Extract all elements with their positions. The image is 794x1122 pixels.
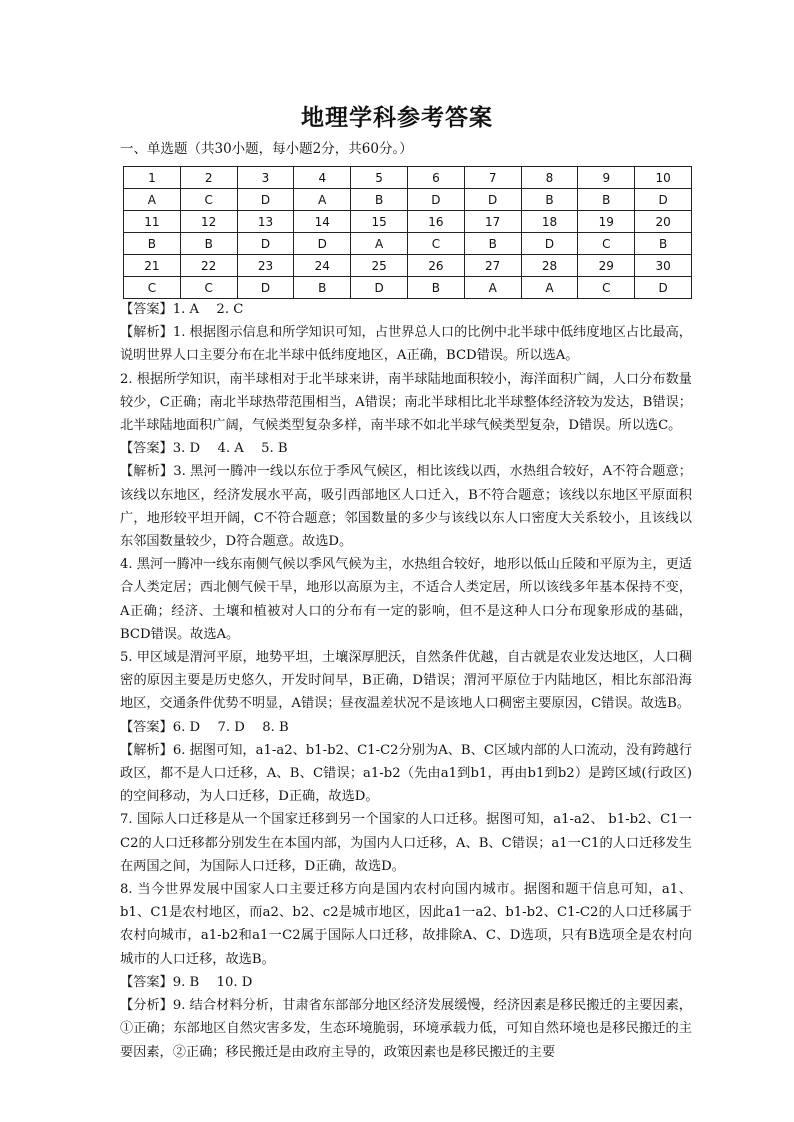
explanation-paragraph: 8. 当今世界发展中国家人口主要迁移方向是国内农村向国内城市。据图和题干信息可知，a1、b1、C1是农村地区，而a2、b2、c2是城市地区，因此a1一a2、b1-b2、C1-C2的人口迁移属于农村向城市，a1-b2和a1一C2属于国际人口迁移，故排除A、C、D选项，只有B选项全是农村向城市的人口迁移，故选B。 (120, 882, 692, 967)
question-number-cell: 17 (464, 211, 521, 233)
answer-table (123, 166, 692, 299)
question-number-cell: 16 (407, 211, 464, 233)
question-number-cell: 8 (521, 167, 578, 189)
section-heading: 一、单选题（共30小题，每小题2分，共60分。） (120, 141, 413, 157)
question-number-cell: 15 (351, 211, 408, 233)
question-number-cell: 5 (351, 167, 408, 189)
question-number-cell: 19 (578, 211, 635, 233)
question-number-cell: 21 (124, 255, 181, 277)
explanation-paragraph: 【解析】6. 据图可知，a1-a2、b1-b2、C1-C2分别为A、B、C区域内部的人口流动，没有跨越行政区，都不是人口迁移，A、B、C错误；a1-b2（先由a1到b1，再由b1到b2）是跨区域(行政区)的空间移动，为人口迁移，D正确，故选D。 (120, 742, 692, 805)
answer-cell: D (521, 233, 578, 255)
answer-cell: D (635, 277, 692, 299)
question-number-cell: 24 (294, 255, 351, 277)
question-number-cell: 11 (124, 211, 181, 233)
answer-cell: D (635, 189, 692, 211)
explanation-paragraph: 5. 甲区域是渭河平原，地势平坦，土壤深厚肥沃，自然条件优越，自古就是农业发达地区，人口稠密的原因主要是历史悠久，开发时间早，B正确，D错误；渭河平原位于内陆地区，相比东部沿海地区，交通条件优势不明显，A错误；昼夜温差状况不是该地人口稠密主要原因，C错误。故选B。 (120, 650, 692, 712)
explanation-text (120, 298, 692, 1064)
question-number-cell: 18 (521, 211, 578, 233)
answer-cell: D (351, 277, 408, 299)
answer-cell: B (180, 233, 237, 255)
question-number-cell: 26 (407, 255, 464, 277)
answer-cell: B (464, 233, 521, 255)
answer-cell: B (351, 189, 408, 211)
answer-cell: C (407, 233, 464, 255)
page-title: 地理学科参考答案 (301, 104, 493, 131)
answer-line: 【答案】1. A 2. C (120, 302, 244, 317)
question-number-cell: 9 (578, 167, 635, 189)
answer-cell: D (294, 233, 351, 255)
answer-cell: B (124, 233, 181, 255)
answer-row (124, 233, 692, 255)
question-number-cell: 23 (237, 255, 294, 277)
answer-cell: C (578, 277, 635, 299)
answer-cell: A (521, 277, 578, 299)
answer-cell: A (124, 189, 181, 211)
answer-cell: A (294, 189, 351, 211)
answer-cell: C (180, 189, 237, 211)
question-number-cell: 28 (521, 255, 578, 277)
question-number-cell: 4 (294, 167, 351, 189)
answer-cell: D (237, 189, 294, 211)
question-number-cell: 10 (635, 167, 692, 189)
question-number-cell: 14 (294, 211, 351, 233)
answer-line: 【答案】3. D 4. A 5. B (120, 441, 288, 457)
answer-cell: C (180, 277, 237, 299)
answer-row (124, 189, 692, 211)
answer-cell: B (578, 189, 635, 211)
explanation-paragraph: 【分析】9. 结合材料分析，甘肃省东部部分地区经济发展缓慢，经济因素是移民搬迁的主要因素，①正确；东部地区自然灾害多发，生态环境脆弱，环境承载力低，可知自然环境也是移民搬迁的主要因素，②正确；移民搬迁是由政府主导的，政策因素也是移民搬迁的主要 (120, 998, 692, 1060)
answer-cell: D (464, 189, 521, 211)
explanation-paragraph: 4. 黑河一腾冲一线东南侧气候以季风气候为主，水热组合较好，地形以低山丘陵和平原为主，更适合人类定居；西北侧气候干旱，地形以高原为主，不适合人类定居，所以该线多年基本保持不变，A正确；经济、土壤和植被对人口的分布有一定的影响，但不是这种人口分布现象形成的基础，BCD错误。故选A。 (120, 557, 692, 642)
question-number-cell: 20 (635, 211, 692, 233)
answer-cell: B (635, 233, 692, 255)
question-number-cell: 7 (464, 167, 521, 189)
answer-cell: D (237, 277, 294, 299)
answer-cell: D (237, 233, 294, 255)
question-number-cell: 29 (578, 255, 635, 277)
answer-row (124, 277, 692, 299)
question-number-cell: 1 (124, 167, 181, 189)
question-number-row (124, 255, 692, 277)
explanation-paragraph: 7. 国际人口迁移是从一个国家迁移到另一个国家的人口迁移。据图可知，a1-a2、 b1-b2、C1一C2的人口迁移都分别发生在本国内部，为国内人口迁移，A、B、C错误；a1一C1的人口迁移发生在两国之间，为国际人口迁移，D正确，故选D。 (120, 812, 692, 874)
answer-line: 【答案】6. D 7. D 8. B (120, 719, 289, 735)
answer-cell: B (407, 277, 464, 299)
question-number-cell: 25 (351, 255, 408, 277)
explanation-paragraph: 【解析】3. 黑河一腾冲一线以东位于季风气候区，相比该线以西，水热组合较好，A不符合题意；该线以东地区，经济发展水平高，吸引西部地区人口迁入，B不符合题意；该线以东地区平原面积广，地形较平坦开阔，C不符合题意；邻国数量的多少与该线以东人口密度大关系较小，且该线以东邻国数量较少，D符合题意。故选D。 (120, 464, 692, 550)
answer-line: 【答案】9. B 10. D (120, 974, 253, 990)
question-number-cell: 6 (407, 167, 464, 189)
answer-cell: B (521, 189, 578, 211)
answer-cell: C (578, 233, 635, 255)
answer-cell: B (294, 277, 351, 299)
question-number-cell: 13 (237, 211, 294, 233)
question-number-cell: 22 (180, 255, 237, 277)
question-number-cell: 27 (464, 255, 521, 277)
answer-cell: A (351, 233, 408, 255)
answer-cell: C (124, 277, 181, 299)
question-number-cell: 30 (635, 255, 692, 277)
explanation-paragraph: 【解析】1. 根据图示信息和所学知识可知，占世界总人口的比例中北半球中低纬度地区占比最高，说明世界人口主要分布在北半球中低纬度地区，A正确，BCD错误。所以选A。 (120, 325, 692, 364)
question-number-cell: 12 (180, 211, 237, 233)
question-number-row (124, 211, 692, 233)
answer-cell: D (407, 189, 464, 211)
explanation-paragraph: 2. 根据所学知识，南半球相对于北半球来讲，南半球陆地面积较小，海洋面积广阔，人口分布数量较少，C正确；南北半球热带范围相当，A错误；南北半球相比北半球整体经济较为发达，B错误；北半球陆地面积广阔，气候类型复杂多样，南半球不如北半球气候类型复杂，D错误。所以选C。 (120, 371, 692, 434)
answer-cell: A (464, 277, 521, 299)
question-number-cell: 2 (180, 167, 237, 189)
question-number-cell: 3 (237, 167, 294, 189)
question-number-row (124, 167, 692, 189)
